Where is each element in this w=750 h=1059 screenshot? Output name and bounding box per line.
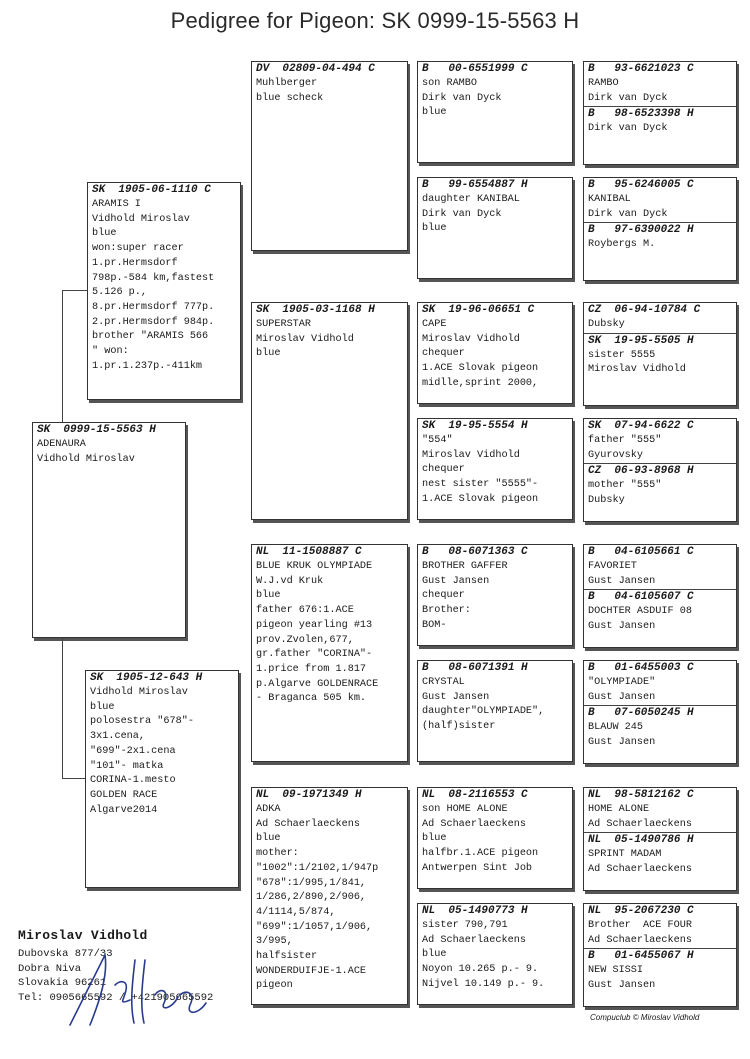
ancestor-ring: B 01-6455067 H bbox=[588, 950, 694, 963]
connector-line bbox=[62, 638, 63, 778]
grandparent-line: halfsister bbox=[256, 951, 318, 963]
ancestor-line: RAMBO bbox=[588, 78, 619, 89]
grandparent-line: blue bbox=[256, 348, 281, 360]
grandparent-line: prov.Zvolen,677, bbox=[256, 634, 354, 646]
dam-line: CORINA-1.mesto bbox=[90, 775, 176, 787]
ancestor-pair-card bbox=[583, 903, 737, 1007]
sire-ring: SK 1905-06-1110 C bbox=[92, 184, 211, 196]
grandparent-line: blue bbox=[256, 833, 281, 845]
ancestor-pair-card bbox=[583, 177, 737, 281]
great-grandparent-ring: NL 08-2116553 C bbox=[422, 789, 528, 801]
sire-line: blue bbox=[92, 228, 117, 240]
great-grandparent-line: CRYSTAL bbox=[422, 677, 465, 688]
ancestor-pair-card bbox=[583, 302, 737, 406]
ancestor-line: mother "555" bbox=[588, 480, 662, 492]
ancestor-ring: B 97-6390022 H bbox=[588, 224, 694, 237]
sire-line: Vidhold Miroslav bbox=[92, 213, 190, 225]
dam-line: "699"-2x1.cena bbox=[90, 745, 176, 757]
ancestor-ring: B 98-6523398 H bbox=[588, 108, 694, 121]
great-grandparent-line: blue bbox=[422, 833, 447, 845]
sire-line: 1.pr.Hermsdorf bbox=[92, 257, 178, 269]
great-grandparent-line: 1.ACE Slovak pigeon bbox=[422, 363, 539, 375]
ancestor-ring: B 04-6105607 C bbox=[588, 591, 694, 604]
ancestor-line: DOCHTER ASDUIF 08 bbox=[588, 606, 692, 618]
ancestor-line: BLAUW 245 bbox=[588, 722, 644, 734]
great-grandparent-line: Dirk van Dyck bbox=[422, 92, 502, 104]
footer-credit: Compuclub © Miroslav Vidhold bbox=[590, 1013, 700, 1022]
great-grandparent-line: Ad Schaerlaeckens bbox=[422, 934, 526, 946]
ancestor-line: SPRINT MADAM bbox=[588, 849, 662, 861]
great-grandparent-line: son RAMBO bbox=[422, 78, 478, 89]
grandparent-line: blue scheck bbox=[256, 92, 324, 104]
ancestor-ring: SK 07-94-6622 C bbox=[588, 420, 694, 432]
breeder-address-line: Slovakia 96261 bbox=[18, 977, 107, 989]
pigeon-card bbox=[32, 422, 186, 638]
ancestor-ring: B 93-6621023 C bbox=[588, 63, 694, 75]
great-grandparent-line: Miroslav Vidhold bbox=[422, 333, 520, 345]
grandparent-card bbox=[251, 302, 408, 520]
grandparent-line: BLUE KRUK OLYMPIADE bbox=[256, 561, 373, 572]
great-grandparent-line: chequer bbox=[422, 348, 465, 360]
grandparent-line: Muhlberger bbox=[256, 78, 318, 89]
ancestor-line: NEW SISSI bbox=[588, 965, 644, 977]
grandparent-ring: SK 1905-03-1168 H bbox=[256, 304, 375, 316]
ancestor-line: Ad Schaerlaeckens bbox=[588, 934, 692, 946]
grandparent-line: SUPERSTAR bbox=[256, 319, 312, 330]
grandparent-line: - Braganca 505 km. bbox=[256, 693, 367, 705]
ancestor-line: Gust Jansen bbox=[588, 621, 656, 633]
connector-line bbox=[62, 290, 87, 291]
great-grandparent-line: nest sister "5555"- bbox=[422, 479, 539, 491]
great-grandparent-line: halfbr.1.ACE pigeon bbox=[422, 848, 539, 860]
ancestor-ring: CZ 06-94-10784 C bbox=[588, 304, 701, 316]
grandparent-line: p.Algarve GOLDENRACE bbox=[256, 678, 379, 690]
dam-line: "101"- matka bbox=[90, 760, 164, 772]
ancestor-line: FAVORIET bbox=[588, 561, 637, 572]
grandparent-line: WONDERDUIFJE-1.ACE bbox=[256, 965, 367, 977]
grandparent-ring: NL 11-1508887 C bbox=[256, 546, 362, 558]
ancestor-line: KANIBAL bbox=[588, 194, 631, 205]
great-grandparent-line: blue bbox=[422, 107, 447, 119]
grandparent-line: 3/995, bbox=[256, 936, 293, 948]
grandparent-line: "678":1/995,1/841, bbox=[256, 877, 367, 889]
ancestor-line: Gyurovsky bbox=[588, 449, 644, 461]
dam-line: blue bbox=[90, 701, 115, 713]
great-grandparent-ring: B 00-6551999 C bbox=[422, 63, 528, 75]
grandparent-line: ADKA bbox=[256, 804, 281, 815]
grandparent-line: pigeon yearling #13 bbox=[256, 619, 373, 631]
grandparent-line: 1/286,2/890,2/906, bbox=[256, 892, 367, 904]
grandparent-line: blue bbox=[256, 590, 281, 602]
great-grandparent-card bbox=[417, 418, 573, 520]
grandparent-card bbox=[251, 544, 408, 762]
grandparent-card bbox=[251, 61, 408, 251]
great-grandparent-line: Nijvel 10.149 p.- 9. bbox=[422, 978, 545, 990]
breeder-address-line: Dobra Niva bbox=[18, 962, 82, 975]
great-grandparent-line: Dirk van Dyck bbox=[422, 208, 502, 220]
grandparent-line: mother: bbox=[256, 848, 299, 860]
great-grandparent-line: Noyon 10.265 p.- 9. bbox=[422, 964, 539, 976]
grandparent-line: Ad Schaerlaeckens bbox=[256, 818, 360, 830]
ancestor-ring: SK 19-95-5505 H bbox=[588, 334, 694, 347]
ancestor-line: sister 5555 bbox=[588, 349, 656, 361]
pigeon-line: ADENAURA bbox=[37, 439, 86, 450]
ancestor-pair-card bbox=[583, 61, 737, 165]
sire-line: 5.126 p., bbox=[92, 287, 148, 299]
great-grandparent-line: midlle,sprint 2000, bbox=[422, 377, 539, 389]
great-grandparent-line: sister 790,791 bbox=[422, 920, 508, 931]
sire-line: brother "ARAMIS 566 bbox=[92, 331, 209, 343]
breeder-address-line: Dubovska 877/33 bbox=[18, 948, 113, 960]
ancestor-pair-card bbox=[583, 787, 737, 891]
ancestor-line: Ad Schaerlaeckens bbox=[588, 864, 692, 876]
ancestor-line: Dirk van Dyck bbox=[588, 123, 668, 135]
great-grandparent-line: Miroslav Vidhold bbox=[422, 449, 520, 461]
ancestor-ring: NL 95-2067230 C bbox=[588, 905, 694, 917]
dam-line: Algarve2014 bbox=[90, 804, 158, 816]
great-grandparent-card bbox=[417, 302, 573, 404]
great-grandparent-ring: SK 19-96-06651 C bbox=[422, 304, 535, 316]
sire-line: " won: bbox=[92, 346, 129, 358]
ancestor-pair-card bbox=[583, 418, 737, 522]
great-grandparent-ring: B 08-6071391 H bbox=[422, 662, 528, 674]
great-grandparent-card bbox=[417, 61, 573, 163]
great-grandparent-ring: SK 19-95-5554 H bbox=[422, 420, 528, 432]
ancestor-line: Roybergs M. bbox=[588, 239, 656, 251]
grandparent-line: W.J.vd Kruk bbox=[256, 575, 324, 587]
great-grandparent-line: chequer bbox=[422, 464, 465, 476]
great-grandparent-ring: B 08-6071363 C bbox=[422, 546, 528, 558]
ancestor-line: Gust Jansen bbox=[588, 980, 656, 992]
grandparent-line: "699":1/1057,1/906, bbox=[256, 921, 373, 933]
ancestor-ring: NL 98-5812162 C bbox=[588, 789, 694, 801]
ancestor-line: Dubsky bbox=[588, 319, 625, 330]
dam-line: Vidhold Miroslav bbox=[90, 687, 188, 698]
sire-card bbox=[87, 182, 241, 400]
ancestor-ring: B 04-6105661 C bbox=[588, 546, 694, 558]
great-grandparent-card bbox=[417, 787, 573, 889]
ancestor-line: Dubsky bbox=[588, 495, 625, 507]
sire-line: won:super racer bbox=[92, 243, 184, 255]
page-title: Pedigree for Pigeon: SK 0999-15-5563 H bbox=[170, 8, 580, 33]
great-grandparent-ring: NL 05-1490773 H bbox=[422, 905, 528, 917]
ancestor-line: Gust Jansen bbox=[588, 575, 656, 587]
grandparent-line: 1.price from 1.817 bbox=[256, 663, 367, 675]
dam-line: GOLDEN RACE bbox=[90, 789, 158, 801]
great-grandparent-line: BOM- bbox=[422, 619, 447, 631]
ancestor-ring: NL 05-1490786 H bbox=[588, 834, 694, 847]
grandparent-line: pigeon bbox=[256, 980, 293, 992]
ancestor-pair-card bbox=[583, 544, 737, 648]
great-grandparent-ring: B 99-6554887 H bbox=[422, 179, 528, 191]
grandparent-line: Miroslav Vidhold bbox=[256, 333, 354, 345]
grandparent-card bbox=[251, 787, 408, 1005]
great-grandparent-line: Ad Schaerlaeckens bbox=[422, 818, 526, 830]
sire-line: ARAMIS I bbox=[92, 199, 141, 210]
great-grandparent-line: blue bbox=[422, 949, 447, 961]
ancestor-line: "OLYMPIADE" bbox=[588, 677, 656, 688]
great-grandparent-line: son HOME ALONE bbox=[422, 804, 508, 815]
ancestor-ring: B 01-6455003 C bbox=[588, 662, 694, 674]
great-grandparent-line: daughter"OLYMPIADE", bbox=[422, 706, 545, 718]
dam-line: 3x1.cena, bbox=[90, 731, 146, 743]
breeder-phone: Tel: 0905665592 / +421905665592 bbox=[18, 991, 214, 1004]
dam-line: polosestra "678"- bbox=[90, 716, 194, 728]
grandparent-line: father 676:1.ACE bbox=[256, 605, 354, 617]
grandparent-line: "1002":1/2102,1/947p bbox=[256, 862, 379, 874]
great-grandparent-card bbox=[417, 903, 573, 1005]
pigeon-ring: SK 0999-15-5563 H bbox=[37, 424, 156, 436]
great-grandparent-line: Antwerpen Sint Job bbox=[422, 862, 533, 874]
great-grandparent-line: Gust Jansen bbox=[422, 575, 490, 587]
great-grandparent-line: daughter KANIBAL bbox=[422, 194, 520, 205]
sire-line: 1.pr.1.237p.-411km bbox=[92, 360, 203, 372]
great-grandparent-card bbox=[417, 660, 573, 762]
grandparent-line: 4/1114,5/874, bbox=[256, 906, 336, 918]
ancestor-line: HOME ALONE bbox=[588, 804, 650, 815]
ancestor-line: Miroslav Vidhold bbox=[588, 364, 686, 376]
connector-line bbox=[62, 778, 85, 779]
great-grandparent-line: CAPE bbox=[422, 319, 447, 330]
great-grandparent-line: chequer bbox=[422, 590, 465, 602]
dam-card bbox=[85, 670, 239, 888]
great-grandparent-line: Brother: bbox=[422, 605, 471, 617]
great-grandparent-line: Gust Jansen bbox=[422, 691, 490, 703]
grandparent-ring: DV 02809-04-494 C bbox=[256, 63, 375, 75]
ancestor-line: Gust Jansen bbox=[588, 737, 656, 749]
grandparent-line: gr.father "CORINA"- bbox=[256, 649, 373, 661]
ancestor-line: Ad Schaerlaeckens bbox=[588, 818, 692, 830]
ancestor-line: Dirk van Dyck bbox=[588, 208, 668, 220]
great-grandparent-card bbox=[417, 544, 573, 646]
ancestor-ring: B 95-6246005 C bbox=[588, 179, 694, 191]
pigeon-line: Vidhold Miroslav bbox=[37, 453, 135, 465]
great-grandparent-card bbox=[417, 177, 573, 279]
grandparent-ring: NL 09-1971349 H bbox=[256, 789, 362, 801]
ancestor-line: father "555" bbox=[588, 435, 662, 446]
ancestor-line: Dirk van Dyck bbox=[588, 92, 668, 104]
ancestor-line: Gust Jansen bbox=[588, 691, 656, 703]
dam-ring: SK 1905-12-643 H bbox=[90, 672, 203, 684]
great-grandparent-line: (half)sister bbox=[422, 721, 496, 733]
connector-line bbox=[62, 290, 63, 423]
great-grandparent-line: BROTHER GAFFER bbox=[422, 561, 508, 572]
great-grandparent-line: blue bbox=[422, 223, 447, 235]
sire-line: 798p.-584 km,fastest bbox=[92, 272, 215, 284]
breeder-name: Miroslav Vidhold bbox=[18, 928, 148, 943]
great-grandparent-line: 1.ACE Slovak pigeon bbox=[422, 493, 539, 505]
ancestor-ring: CZ 06-93-8968 H bbox=[588, 465, 694, 478]
ancestor-line: Brother ACE FOUR bbox=[588, 920, 692, 931]
signature-image bbox=[60, 945, 220, 1035]
ancestor-ring: B 07-6050245 H bbox=[588, 707, 694, 720]
sire-line: 2.pr.Hermsdorf 984p. bbox=[92, 316, 215, 328]
ancestor-pair-card bbox=[583, 660, 737, 764]
sire-line: 8.pr.Hermsdorf 777p. bbox=[92, 301, 215, 313]
great-grandparent-line: "554" bbox=[422, 435, 453, 446]
